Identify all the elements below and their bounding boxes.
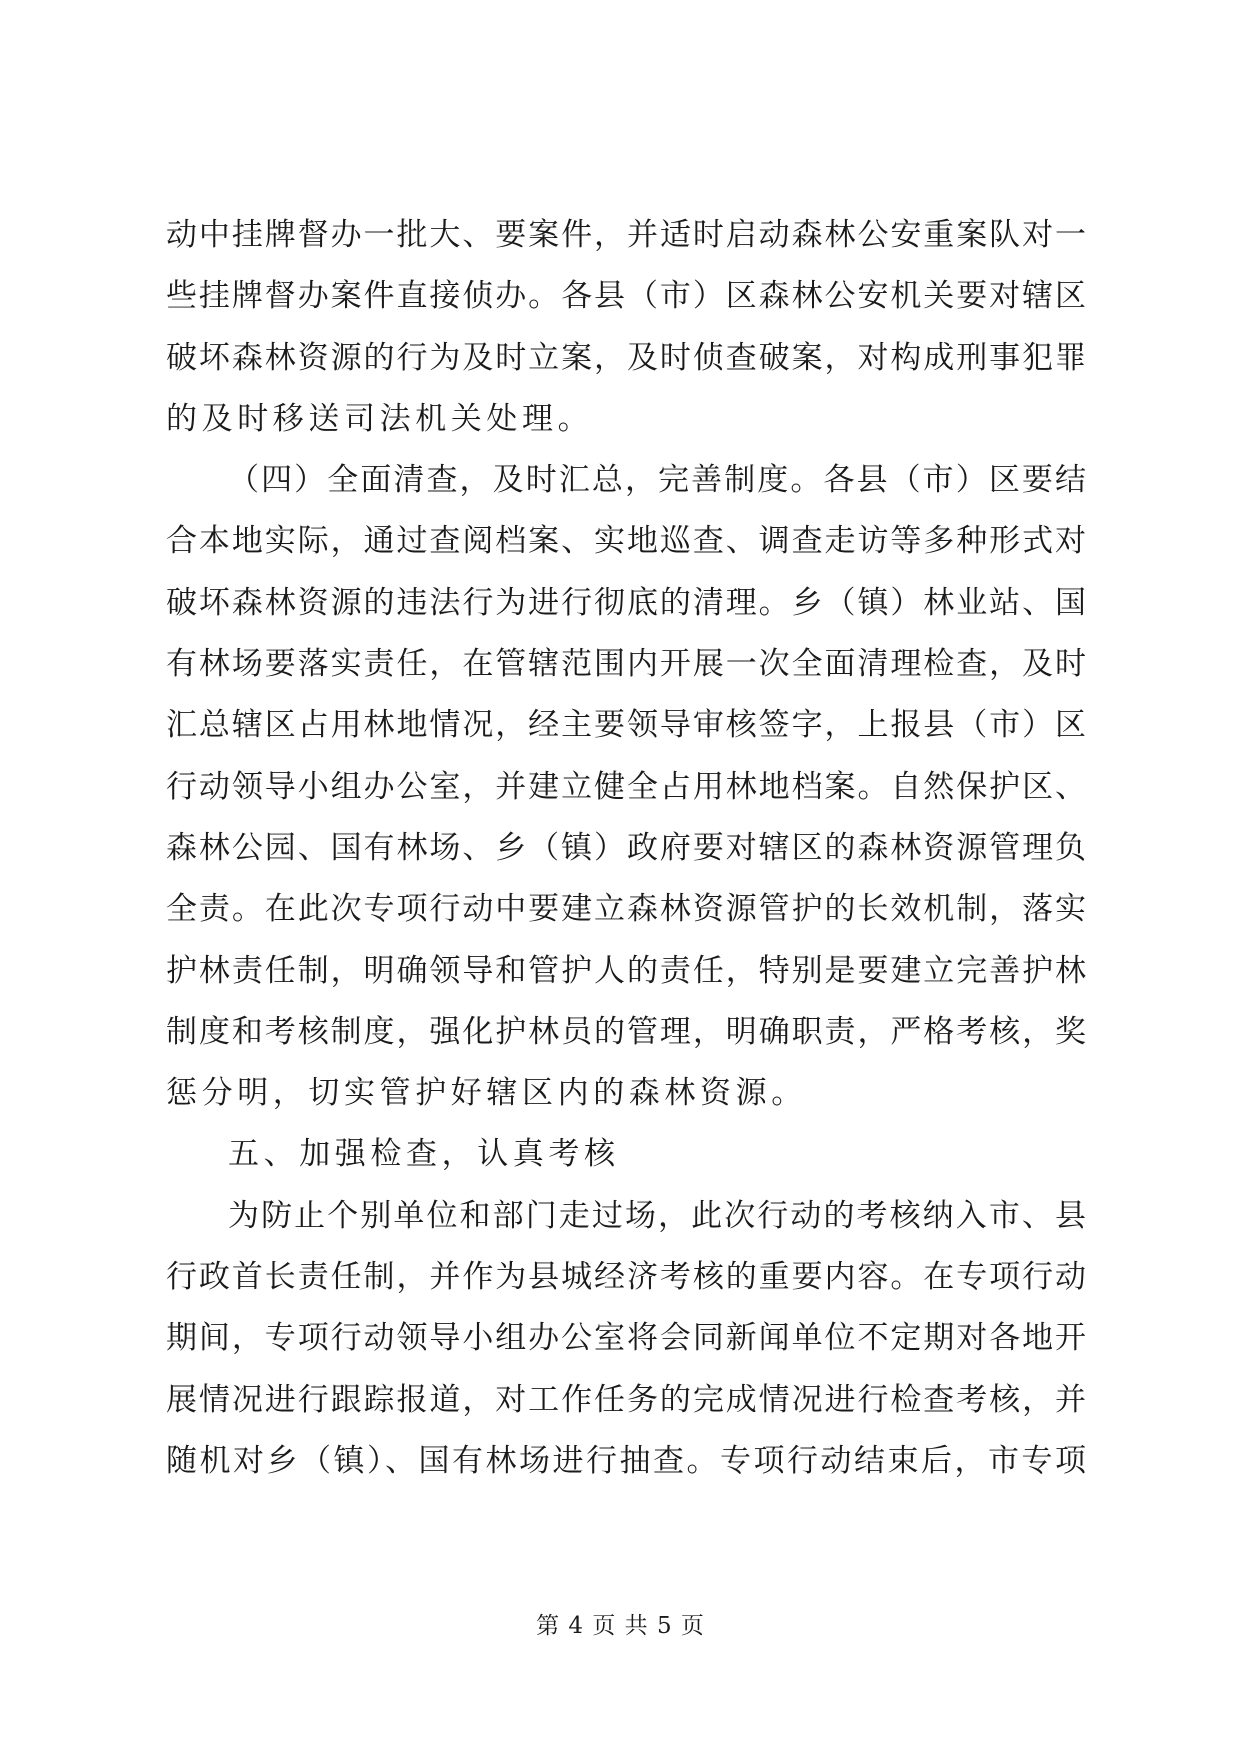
text-line: 五、加强检查，认真考核 bbox=[228, 1136, 620, 1173]
text-line: 护林责任制，明确领导和管护人的责任，特别是要建立完善护林 bbox=[166, 952, 1086, 989]
text-line: 为防止个别单位和部门走过场，此次行动的考核纳入市、县 bbox=[228, 1197, 1086, 1234]
text-line: 动中挂牌督办一批大、要案件，并适时启动森林公安重案队对一 bbox=[166, 217, 1086, 253]
text-line: 随机对乡（镇）、国有林场进行抽查。专项行动结束后，市专项 bbox=[166, 1442, 1086, 1479]
body-text bbox=[166, 205, 1086, 1492]
page-footer: 第 4 页 共 5 页 bbox=[536, 1613, 705, 1639]
text-line: 期间，专项行动领导小组办公室将会同新闻单位不定期对各地开 bbox=[166, 1320, 1086, 1357]
text-line: 行政首长责任制，并作为县城经济考核的重要内容。在专项行动 bbox=[166, 1259, 1086, 1296]
text-line: 行动领导小组办公室，并建立健全占用林地档案。自然保护区、 bbox=[166, 768, 1086, 805]
text-line: 展情况进行跟踪报道，对工作任务的完成情况进行检查考核，并 bbox=[166, 1381, 1086, 1418]
text-line: 的及时移送司法机关处理。 bbox=[166, 400, 594, 437]
text-line: 些挂牌督办案件直接侦办。各县（市）区森林公安机关要对辖区 bbox=[166, 278, 1086, 315]
text-line: 破坏森林资源的行为及时立案，及时侦查破案，对构成刑事犯罪 bbox=[166, 339, 1086, 376]
text-line: 制度和考核制度，强化护林员的管理，明确职责，严格考核，奖 bbox=[166, 1013, 1086, 1050]
text-line: 合本地实际，通过查阅档案、实地巡查、调查走访等多种形式对 bbox=[166, 523, 1086, 560]
text-line: （四）全面清查，及时汇总，完善制度。各县（市）区要结 bbox=[228, 462, 1086, 499]
text-line: 惩分明，切实管护好辖区内的森林资源。 bbox=[166, 1075, 807, 1112]
text-line: 全责。在此次专项行动中要建立森林资源管护的长效机制，落实 bbox=[166, 891, 1086, 928]
text-line: 汇总辖区占用林地情况，经主要领导审核签字，上报县（市）区 bbox=[166, 707, 1086, 744]
text-line: 破坏森林资源的违法行为进行彻底的清理。乡（镇）林业站、国 bbox=[166, 584, 1086, 621]
text-line: 森林公园、国有林场、乡（镇）政府要对辖区的森林资源管理负 bbox=[166, 829, 1086, 866]
text-line: 有林场要落实责任，在管辖范围内开展一次全面清理检查，及时 bbox=[166, 646, 1086, 683]
